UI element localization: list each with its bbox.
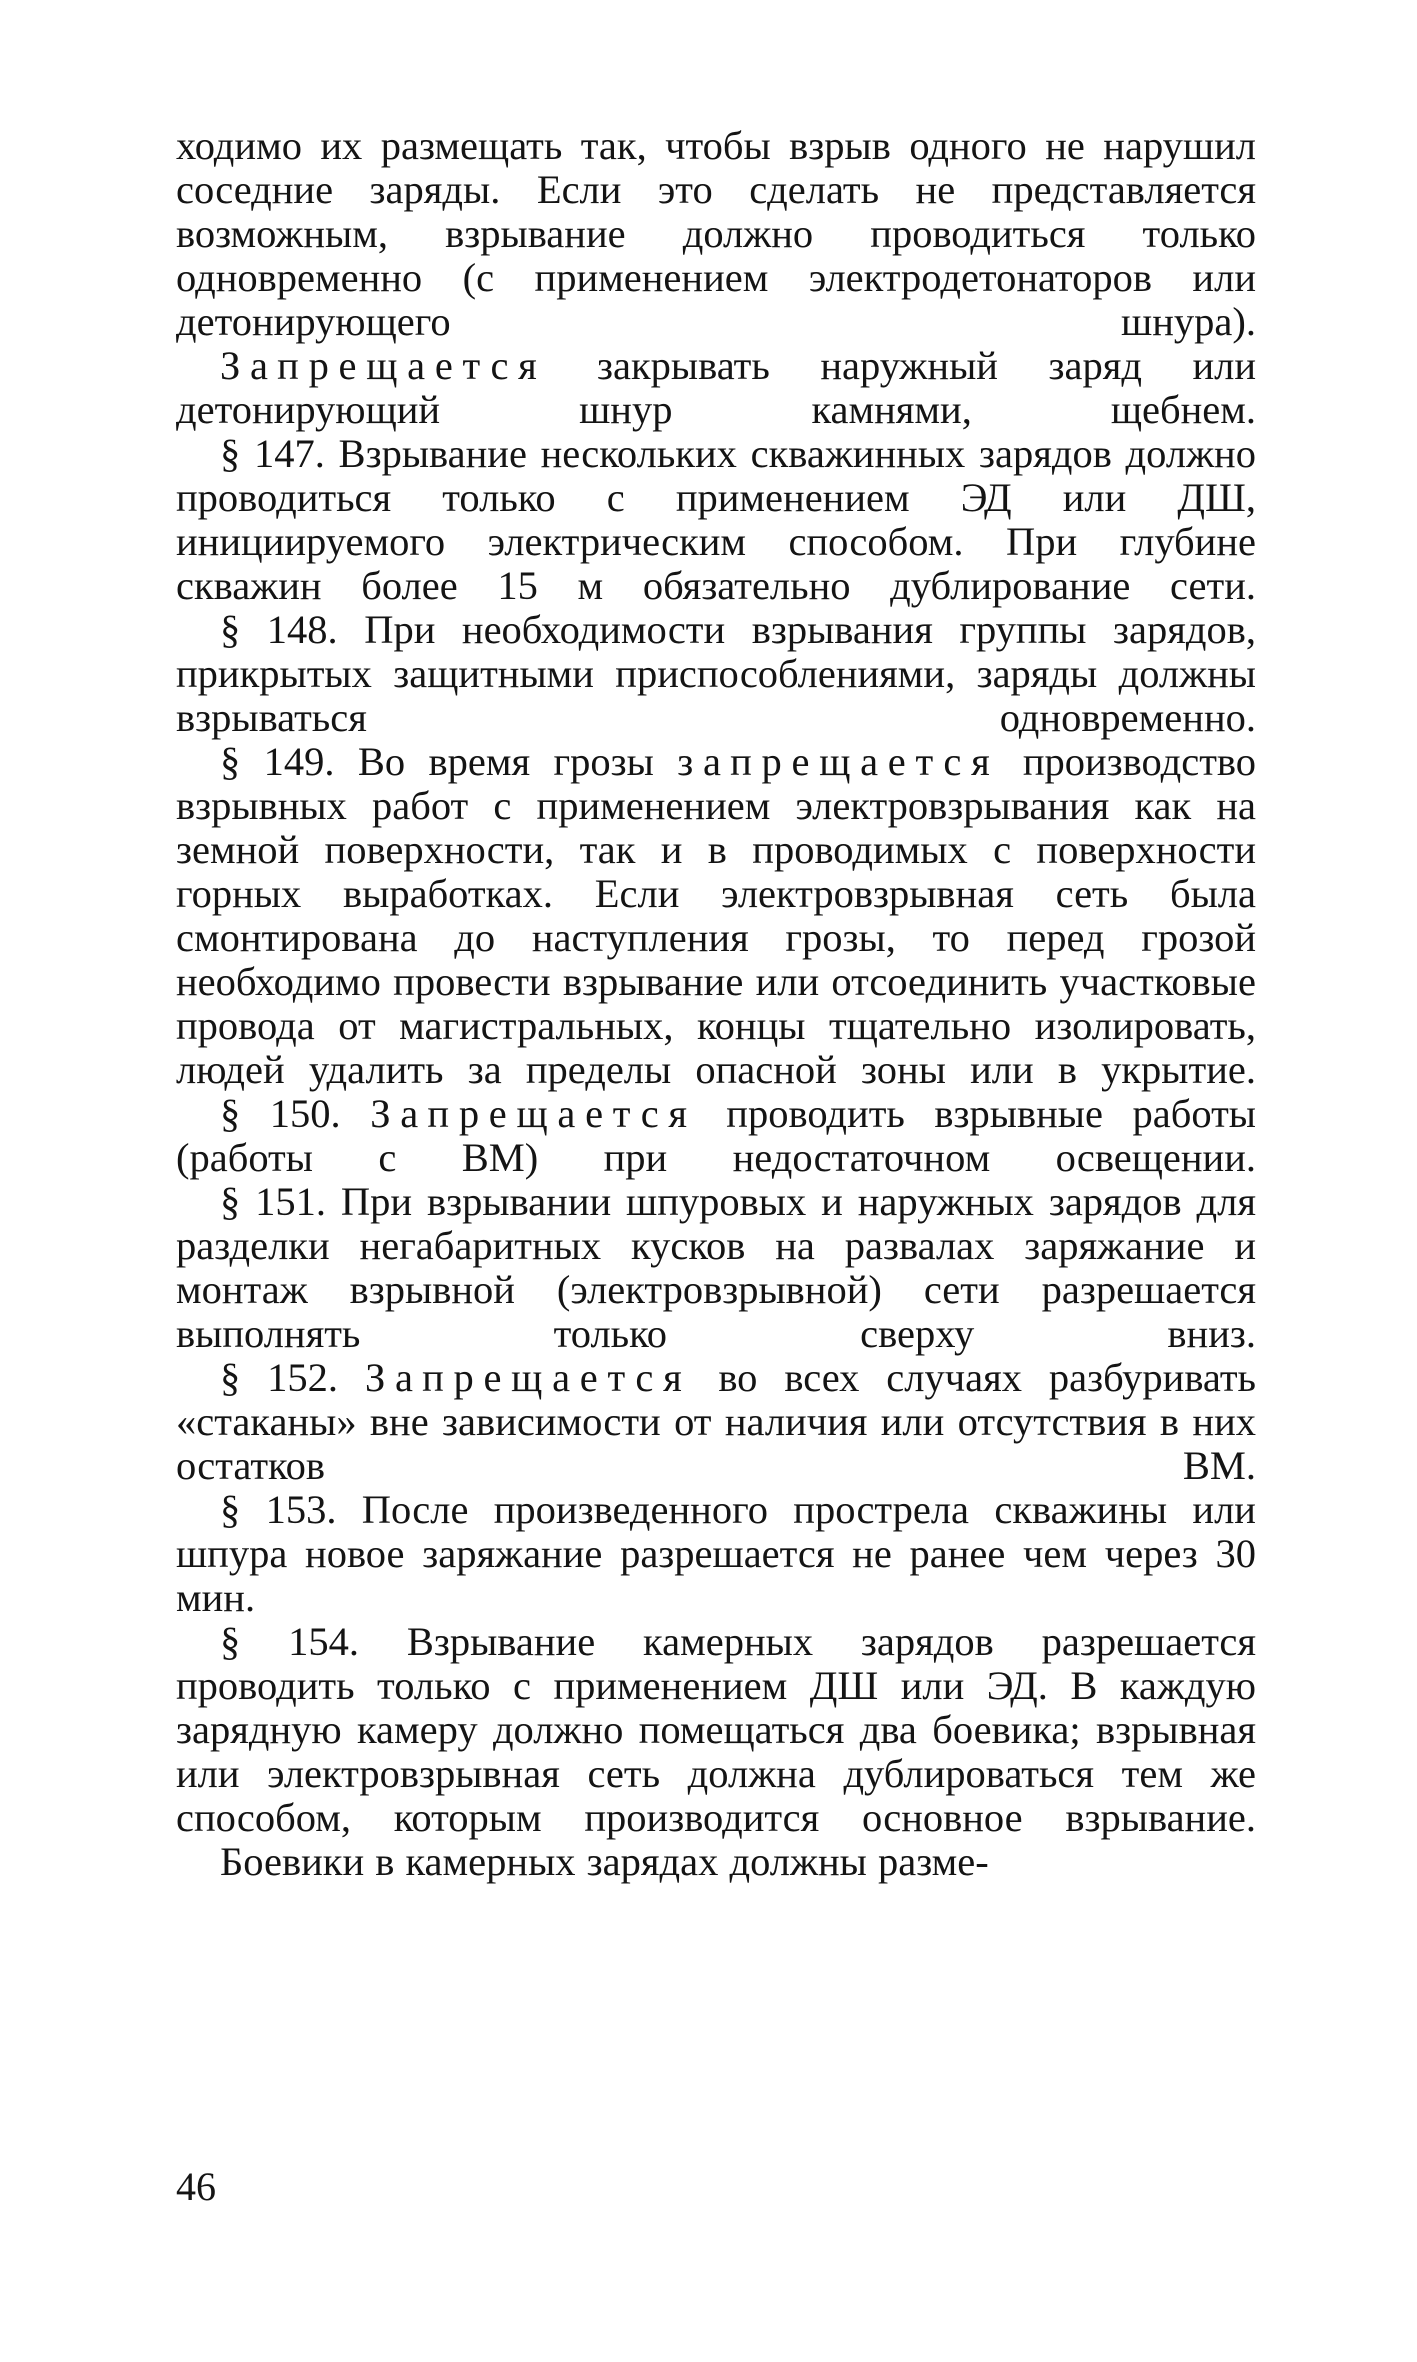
body-text bbox=[176, 124, 1256, 1884]
page-number: 46 bbox=[176, 2164, 216, 2209]
paragraph-148: § 148. При необходимости взрывания группы зарядов, прикрытых защитными приспособлениями, заряды должны взрываться одновременно. bbox=[176, 607, 1256, 740]
paragraph-continuation: ходимо их размещать так, чтобы взрыв одного не нарушил соседние заряды. Если это сделать не представляется возможным, взрывание должно проводиться только одновременно (с применением электродетонаторов или детонирующего шнура). bbox=[176, 123, 1256, 344]
paragraph-154: § 154. Взрывание камерных зарядов разрешается проводить только с применением ДШ или ЭД. В каждую зарядную камеру должно помещаться два боевика; взрывная или электровзрывная сеть должна дублироваться тем же способом, которым производится основное взрывание. bbox=[176, 1619, 1256, 1840]
emphasis-spaced: Запрещается bbox=[364, 1355, 692, 1400]
paragraph-150: § 150. Запрещается проводить взрывные работы (работы с ВМ) при недостаточном освещении. bbox=[176, 1091, 1257, 1180]
paragraph-147: § 147. Взрывание нескольких скважинных зарядов должно проводиться только с применением ЭД или ДШ, инициируемого электрическим способом. При глубине скважин более 15 м обязательно дублирование сети. bbox=[176, 431, 1256, 608]
emphasis-spaced: запрещается bbox=[677, 739, 1000, 784]
paragraph-152: § 152. Запрещается во всех случаях разбуривать «стаканы» вне зависимости от наличия или отсутствия в них остатков ВМ. bbox=[176, 1355, 1257, 1488]
paragraph-151: § 151. При взрывании шпуровых и наружных зарядов для разделки негабаритных кусков на развалах заряжание и монтаж взрывной (электровзрывной) сети разрешается выполнять только сверху вниз. bbox=[176, 1179, 1256, 1356]
paragraph-continues-next-page: Боевики в камерных зарядах должны разме- bbox=[220, 1839, 989, 1884]
emphasis-spaced: Запрещается bbox=[370, 1091, 697, 1136]
paragraph-prohibition-cover-charge: Запрещается закрывать наружный заряд или детонирующий шнур камнями, щебнем. bbox=[176, 343, 1256, 432]
paragraph-149: § 149. Во время грозы запрещается производство взрывных работ с применением электровзрывания как на земной поверхности, так и в проводимых с поверхности горных выработках. Если электровзрывная сеть была смонтирована до наступления грозы, то перед грозой необходимо провести взрывание или отсоединить участковые провода от магистральных, концы тщательно изолировать, людей удалить за пределы опасной зоны или в укрытие. bbox=[176, 739, 1256, 1092]
paragraph-153: § 153. После произведенного прострела скважины или шпура новое заряжание разрешается не ранее чем через 30 мин. bbox=[176, 1487, 1256, 1620]
emphasis-spaced: Запрещается bbox=[220, 343, 547, 388]
